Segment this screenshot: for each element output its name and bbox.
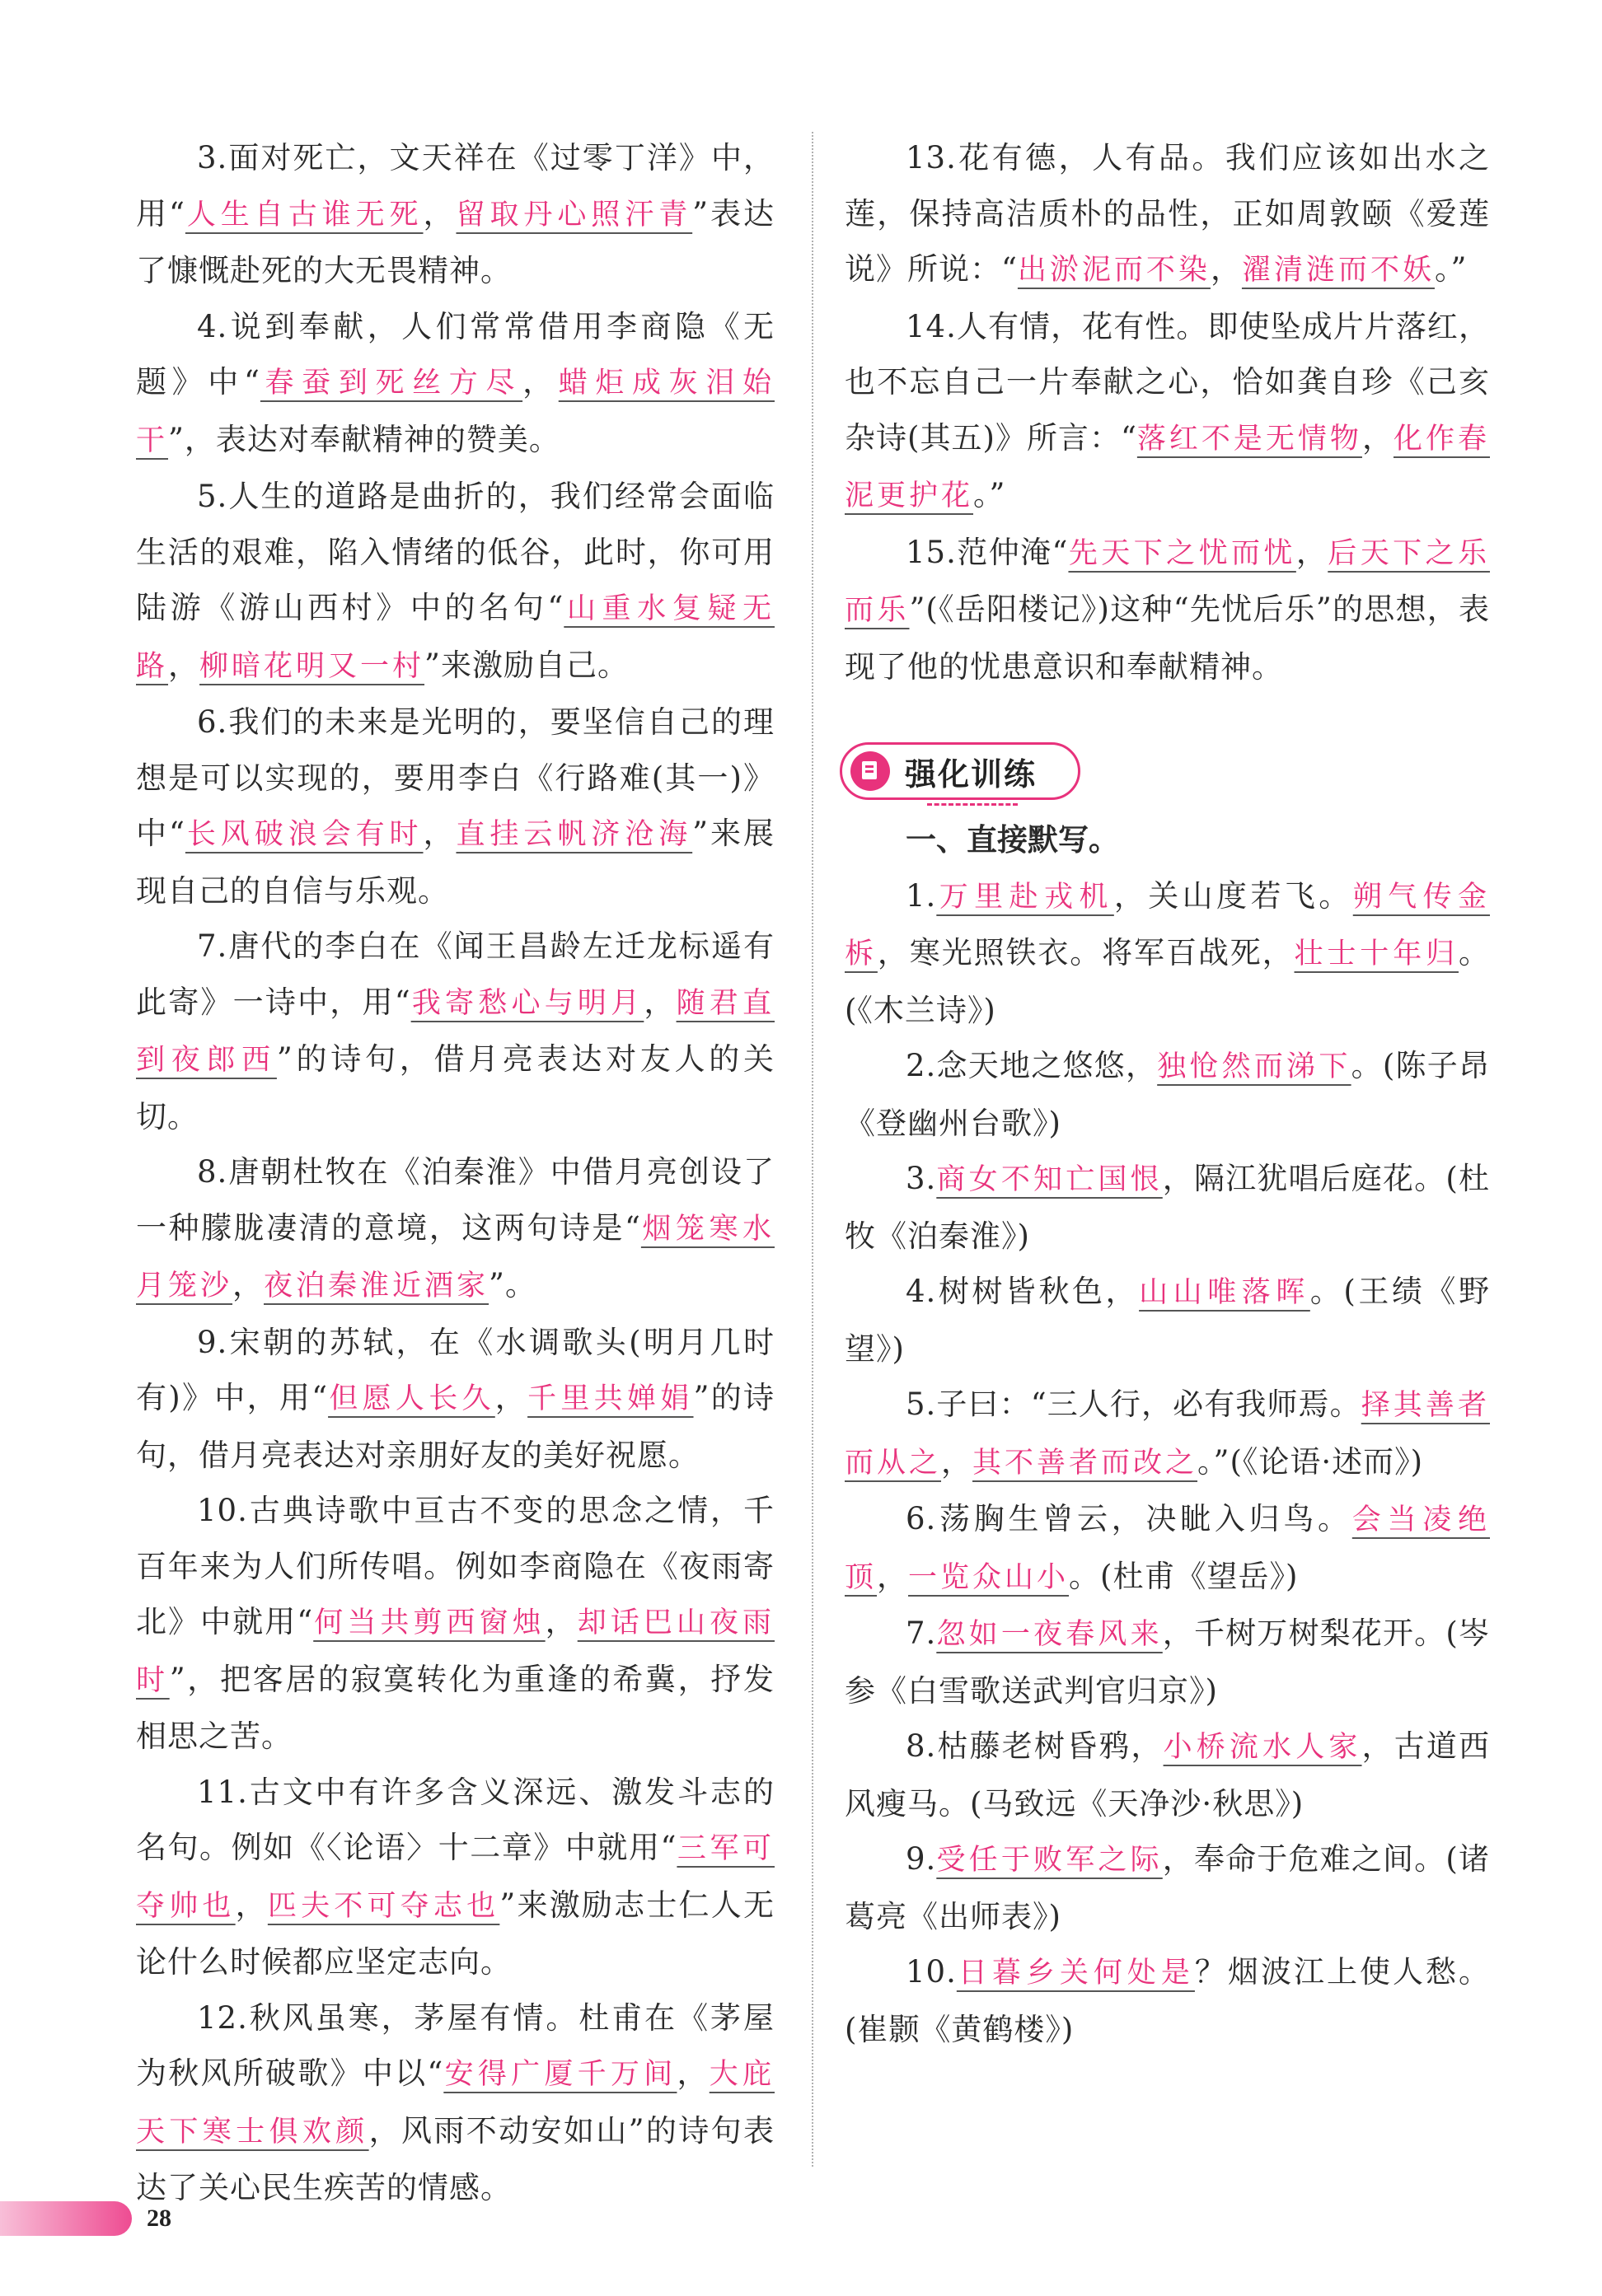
body-text: 14.人有情，花有性。即使坠成片片落红，也不忘自己一片奉献之心，恰如龚自珍《己亥杂诗(其五)》所言：“: [845, 308, 1490, 456]
body-text: 6.荡胸生曾云，决眦入归鸟。: [906, 1501, 1352, 1536]
answer-text: 小桥流水人家: [1163, 1731, 1362, 1764]
body-text: ，隔江犹唱后庭花。(杜牧《泊秦淮》): [845, 1161, 1490, 1254]
answer-text: 落红不是无情物: [1136, 422, 1362, 456]
answer-text: 却话巴山夜雨时: [136, 1606, 775, 1697]
body-text: ”来激励自己。: [424, 647, 629, 683]
column-divider: [812, 132, 813, 2167]
body-text: 4.说到奉献，人们常常借用李商隐《无题》中“: [136, 308, 775, 400]
answer-text: 烟笼寒水月笼沙: [136, 1212, 775, 1302]
answer-text: 千里共婵娟: [527, 1382, 694, 1415]
body-text: 2.念天地之悠悠，: [906, 1048, 1158, 1083]
exercise-item: [845, 868, 1490, 1039]
exercise-item: [845, 1377, 1490, 1491]
answer-text: 日暮乡关何处是: [956, 1957, 1195, 1990]
body-text: ，: [545, 1604, 578, 1639]
body-text: 8.枯藤老树昏鸦，: [906, 1728, 1164, 1764]
body-text: ，: [522, 364, 559, 400]
body-text: ，奉命于危难之间。(诸葛亮《出师表》): [845, 1841, 1490, 1934]
answer-text: 择其善者而从之: [845, 1389, 1490, 1480]
question-paragraph: [136, 1765, 775, 1990]
question-paragraph: [136, 299, 775, 470]
body-text: ，: [1361, 419, 1394, 456]
section-badge: [840, 742, 1080, 800]
body-text: 15.范仲淹“: [906, 534, 1069, 570]
body-text: 4.树树皆秋色，: [906, 1274, 1140, 1309]
body-text: ，千树万树梨花开。(岑参《白雪歌送武判官归京》): [845, 1616, 1490, 1709]
answer-text: 长风破浪会有时: [185, 818, 424, 851]
body-text: ，: [1210, 251, 1242, 287]
exercise-item: [845, 1264, 1490, 1377]
exercise-item: [845, 1491, 1490, 1606]
body-text: ”表达了慷慨赴死的大无畏精神。: [136, 195, 775, 288]
question-paragraph: [136, 1315, 775, 1484]
body-text: ，: [423, 816, 457, 851]
body-text: ”的诗句，借月亮表达对亲朋好友的美好祝愿。: [136, 1380, 775, 1473]
body-text: 8.唐朝杜牧在《泊秦淮》中借月亮创设了一种朦胧凄清的意境，这两句诗是“: [136, 1154, 775, 1246]
answer-text: 三军可夺帅也: [136, 1832, 775, 1923]
answer-text: 商女不知亡国恨: [936, 1163, 1163, 1196]
body-text: 。(王绩《野望》): [845, 1274, 1490, 1367]
book-icon: [850, 751, 890, 791]
answer-text: 先天下之忧而忧: [1068, 536, 1296, 570]
answer-text: 留取丹心照汗青: [456, 198, 693, 231]
body-text: 3.面对死亡，文天祥在《过零丁洋》中，用“: [136, 140, 775, 231]
body-text: 5.人生的道路是曲折的，我们经常会面临生活的艰难，陷入情绪的低谷，此时，你可用陆游《游山西村》中的名句“: [136, 479, 775, 625]
body-text: 13.花有德，人有品。我们应该如出水之莲，保持高洁质朴的品性，正如周敦颐《爱莲说》所说：“: [845, 140, 1490, 287]
exercise-list: [845, 868, 1490, 2058]
body-text: 5.子曰：“三人行，必有我师焉。: [906, 1386, 1361, 1422]
answer-text: 受任于败军之际: [936, 1844, 1163, 1877]
exercise-item: [845, 1151, 1490, 1264]
body-text: ，: [1295, 534, 1328, 570]
body-text: ”，表达对奉献精神的赞美。: [168, 421, 560, 457]
page-number: 28: [147, 2205, 171, 2232]
body-text: 。”(《论语·述而》): [1197, 1443, 1424, 1480]
answer-text: 何当共剪西窗烛: [313, 1606, 546, 1639]
body-text: ，: [941, 1443, 973, 1480]
answer-text: 万里赴戎机: [936, 880, 1114, 914]
exercise-item: [845, 1944, 1490, 2057]
body-text: ，: [494, 1380, 528, 1415]
answer-text: 人生自古谁无死: [185, 198, 424, 231]
body-text: 。”: [1434, 251, 1468, 287]
body-text: 10.古典诗歌中亘古不变的思念之情，千百年来为人们所传唱。例如李商隐在《夜雨寄北》中就用“: [136, 1493, 775, 1639]
body-text: 6.我们的未来是光明的，要坚信自己的理想是可以实现的，要用李白《行路难(其一)》中“: [136, 704, 775, 851]
body-text: ，风雨不动安如山”的诗句表达了关心民生疾苦的情感。: [136, 2112, 775, 2205]
section-badge-label: 强化训练: [905, 755, 1038, 793]
right-column-paragraphs: [845, 130, 1490, 694]
body-text: 。”: [973, 477, 1006, 512]
question-paragraph: [845, 130, 1490, 299]
body-text: ，: [877, 1558, 909, 1594]
badge-decoration: [927, 803, 1018, 806]
answer-text: 濯清涟而不妖: [1241, 254, 1435, 287]
body-text: ，: [235, 1887, 268, 1923]
body-text: ”。: [489, 1267, 536, 1302]
exercise-item: [845, 1038, 1490, 1151]
body-text: 9.宋朝的苏轼，在《水调歌头(明月几时有)》中，用“: [136, 1324, 775, 1415]
body-text: 7.唐代的李白在《闻王昌龄左迁龙标遥有此寄》一诗中，用“: [136, 928, 775, 1020]
footer-decoration-bar: [0, 2201, 132, 2236]
body-text: ，: [677, 2055, 710, 2091]
body-text: ，: [168, 647, 200, 683]
question-paragraph: [845, 525, 1490, 695]
body-text: 1.: [906, 877, 937, 914]
answer-text: 出淤泥而不染: [1017, 254, 1211, 287]
subsection-heading: 一、直接默写。: [906, 822, 1119, 858]
body-text: ，: [423, 195, 457, 231]
body-text: ”来展现自己的自信与乐观。: [136, 816, 775, 909]
body-text: 12.秋风虽寒，茅屋有情。杜甫在《茅屋为秋风所破歌》中以“: [136, 1999, 775, 2091]
answer-text: 春蚕到死丝方尽: [260, 367, 523, 400]
answer-text: 山山唯落晖: [1139, 1276, 1310, 1309]
body-text: ”的诗句，借月亮表达对友人的关切。: [136, 1041, 775, 1134]
body-text: 。(杜甫《望岳》): [1069, 1558, 1299, 1594]
question-paragraph: [845, 299, 1490, 525]
body-text: ，: [644, 984, 677, 1020]
answer-text: 独怆然而涕下: [1157, 1050, 1351, 1083]
question-paragraph: [136, 1483, 775, 1765]
answer-text: 直挂云帆济沧海: [456, 818, 693, 851]
body-text: 3.: [906, 1161, 937, 1196]
body-text: ？烟波江上使人愁。(崔颢《黄鹤楼》): [845, 1954, 1490, 2047]
left-column: [136, 130, 775, 2216]
body-text: 。(《木兰诗》): [845, 935, 1490, 1028]
answer-text: 安得广厦千万间: [443, 2058, 677, 2091]
body-text: ，关山度若飞。: [1113, 877, 1353, 914]
exercise-item: [845, 1718, 1490, 1831]
answer-text: 山重水复疑无路: [136, 592, 775, 683]
body-text: 10.: [906, 1954, 957, 1990]
question-paragraph: [136, 130, 775, 299]
exercise-item: [845, 1831, 1490, 1944]
body-text: 7.: [906, 1616, 937, 1651]
answer-text: 柳暗花明又一村: [199, 649, 425, 683]
answer-text: 其不善者而改之: [972, 1446, 1198, 1480]
answer-text: 我寄愁心与明月: [410, 986, 644, 1020]
body-text: ，: [232, 1267, 265, 1302]
exercise-item: [845, 1606, 1490, 1718]
answer-text: 随君直到夜郎西: [136, 986, 775, 1077]
body-text: ”(《岳阳楼记》)这种“先忧后乐”的思想，表现了他的忧患意识和奉献精神。: [845, 592, 1490, 685]
question-paragraph: [136, 1990, 775, 2216]
body-text: 。(陈子昂《登幽州台歌》): [845, 1048, 1490, 1141]
body-text: ”来激励志士仁人无论什么时候都应坚定志向。: [136, 1887, 775, 1980]
right-column: [845, 130, 1490, 2057]
body-text: 9.: [906, 1841, 937, 1877]
answer-text: 朔气传金柝: [845, 880, 1490, 970]
answer-text: 会当凌绝顶: [845, 1503, 1490, 1594]
answer-text: 后天下之乐而乐: [845, 536, 1490, 627]
question-paragraph: [136, 1144, 775, 1315]
question-paragraph: [136, 469, 775, 694]
answer-text: 蜡炬成灰泪始干: [136, 367, 775, 457]
answer-text: 大庇天下寒士俱欢颜: [136, 2058, 775, 2149]
answer-text: 化作春泥更护花: [845, 422, 1490, 512]
answer-text: 夜泊秦淮近酒家: [264, 1270, 490, 1302]
answer-text: 壮士十年归: [1294, 938, 1459, 970]
body-text: ，寒光照铁衣。将军百战死，: [877, 935, 1295, 970]
answer-text: 一览众山小: [908, 1560, 1070, 1594]
question-paragraph: [136, 919, 775, 1144]
body-text: ，古道西风瘦马。(马致远《天净沙·秋思》): [845, 1728, 1490, 1821]
answer-text: 匹夫不可夺志也: [267, 1889, 500, 1923]
body-text: 11.古文中有许多含义深远、激发斗志的名句。例如《〈论语〉十二章》中就用“: [136, 1774, 775, 1865]
question-paragraph: [136, 694, 775, 919]
answer-text: 忽如一夜春风来: [936, 1618, 1163, 1651]
answer-text: 但愿人长久: [328, 1382, 495, 1415]
body-text: ”，把客居的寂寞转化为重逢的希冀，抒发相思之苦。: [136, 1661, 775, 1754]
